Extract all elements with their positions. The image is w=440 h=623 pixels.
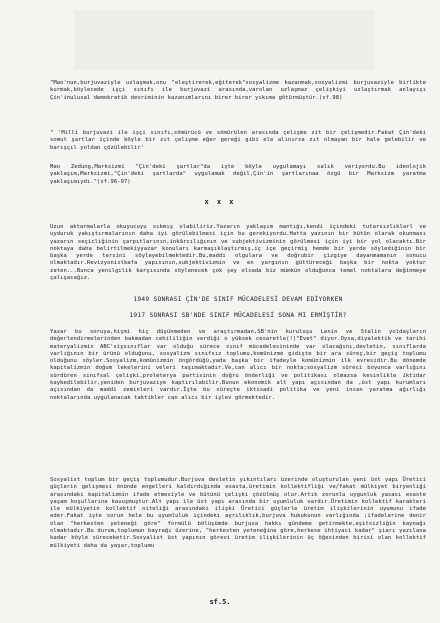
section-heading-1: 1949 SONRASI ÇİN'DE SINIF MÜCADELESİ DEVAM EDİYORKEN (133, 296, 343, 303)
quote-paragraph-3: Mao Zedung,Marksizmi "Çin'deki şartlar"da işte böyle uygulamayı salık veriyordu.Bu ideolojik yaklaşım,Marksizmi,"Çin'deki şartlarda" uygulamak değil,Çin'in şartlarınaa özgü bir Marksizm yaratma yaklaşımıydı."(sf.96-97) (50, 164, 430, 185)
section-separator: x x x (204, 198, 236, 206)
body-paragraph-3: Sosyalist toplum bir geçiş toplumudur.Burjuva devletin yıkıntıları üzerinde oluşturulan yeni üst yapı Üretici güçlerin gelişmesi önünde engelleri kaldırdığında esasta,üretimin kollektifliği ve/fakat mülkiyet biryenliği arasındaki kapitalizmin ifade etmesiyle ve bütünü çelişki çözülmüş olur.Artık zorunlu uygunluk yasası esaste yaşam koşullarına kavuşmuştur.Alt yapı ile üst yapı arasında bir uyumluluk vardır.Üretimin kollektif karakteri ile mülkiyetin kollektif niteliği arasındaki ilişki Üretici güçlerle üretim ilişkilerinin uyumunu ifade eder.Fakat işte sorun hele bu uyumluluk içindeki ayrılıklık,burjuva hukukunun varlığında ;ifadelerine denir olan "herkesten yeteneği göre" formülü bölüşümde burjuva hakkı gündeme getirmekte,eşitsizliğin kaynağı olmaktadır.Bu durum,toplumun bayrağı üzerine, "herkesten yeteneğine göre,herkese ihtiyaci kadar" şiarı yazılana kadar böyle süreceketir.Sosyalist üst yapının görevi üretim ilişkilerinin üç öğesinden birisi olan kollektif mülkiyeti daha da yaşar,toplumu (50, 477, 430, 549)
quote-paragraph-1: "Mao'nun,burjuvaziyle uzlaşmak,onu "eleştirerek,eğiterek"sosyalizme kazanmak,sosyalizmi burjuvaziyle birlikte kurmak,böylecede işçi sınıfı ile burjuvazi arasında,varolan uzlaşmaz çelişkiyi uzlaştırmak anlayışı Çin'inulusal demokratik devriminin kazanımlarını birer birer yıkıma götürmüştür.(sf.98) (50, 80, 430, 101)
section-heading-2: 1917 SONRASI SB'NDE SINIF MÜCADELESİ SONA MI ERMİŞTİR? (129, 312, 347, 319)
page-number: sf.5. (209, 598, 231, 606)
body-paragraph-1: Uzun aktarmalarla okuyucuyu sıkmış olabiliriz.Yazarın yaklaşım mantığı,kendi içindeki tutarsızlıklarl ve uyduruk yakıştırmalarının daha iyi görülebilmesi için bu gerekiyordu.Hatta yazının bir bütün olarak okunması yazarın seçicliğinin çarpıtlarının,inkârcılığının ve subjektivizminin görülmesi için iyi bir yol olacaktı.Bir noktaya daha belirtilmekiyyazar konuları karmaşıklaştırmış,iç içe geçirmiş hemde bir yerde söylediğinin bir başka yerde tersini söyleyebilmektedir.Bu,maddi olgulara ve doğrubir çizgiye dayanmamanın sonucu olmaktadır.Revizyonistkafa yapısının,subjektivizmin ve en yargının güttüreceği başka bir nokta yoktur zaten...Bunca yenilgilik karşısında söylenecek çok şey olsada biz mümkün olduğunca temel noktalara değinmeye çalışacağız. (50, 224, 430, 282)
quote-paragraph-2: " 'Milli burjuvazi ile işçi sınıfı,sömürücü ve sömürülen arasında çelişme zit bir çelişmedir.Fakat Çin'deki somut şartlar içinde böyle bir zıt çelişme eğer gereği gibi ele alınırsa zıt olmayan bir hale gelebilir ve barışçıl yoldan çözülebilir' (50, 130, 430, 151)
scan-smudge (75, 10, 375, 70)
body-paragraph-2: Yazar bu soruya,hiçmi hiç düşünmeden ve araştırmadan,SB'nin kuruluşu Lenin ve Stalin yoldaşların değerlendirmelerinden bakmadan cehililiğin verdiği o yüksek cesaretle(!)"Evet" diyor.Oysa,diyalektik ve tarihi materyalizmin ABC'sişsınıflar var olduğu sürece sınıf mücadelesininde var olacağını,devletin, sınıflarda varlığının bir ürünü olduğunu, sosyalizm sınıfsız toplumu,komünizme gidişte bir ara süreç,bir geçiş toplumu olduğunu söyler.Sosyalizm,komünizmin öngördüğü,yada başka bir ifadeyle komünizmin ilk evresidir.Bu dönemde kapitalizmin doğum lekelerini veleri taşımaktadır.Ve,can alıcı bir nokta;sosyalizm süreci boyunca varlığını sürdüren sınıfsal çelişki,proleterya partisinin doğru önderliği ve politikası olmazsa kesinlikle iktidar kaybedilebilir,yeniden burjuvaziye kaptırılabilir.Bunun ekonomik alt yapı açısından da ,üst yapı kurumları açısından da maddi zeminleri vardır.İşte bu süreçte iktisadi politika ve yeni insan yaratma ağırlığı noktalarında uygulanacak taktikler can alıcı bir işlev görmektedir. (50, 329, 430, 401)
